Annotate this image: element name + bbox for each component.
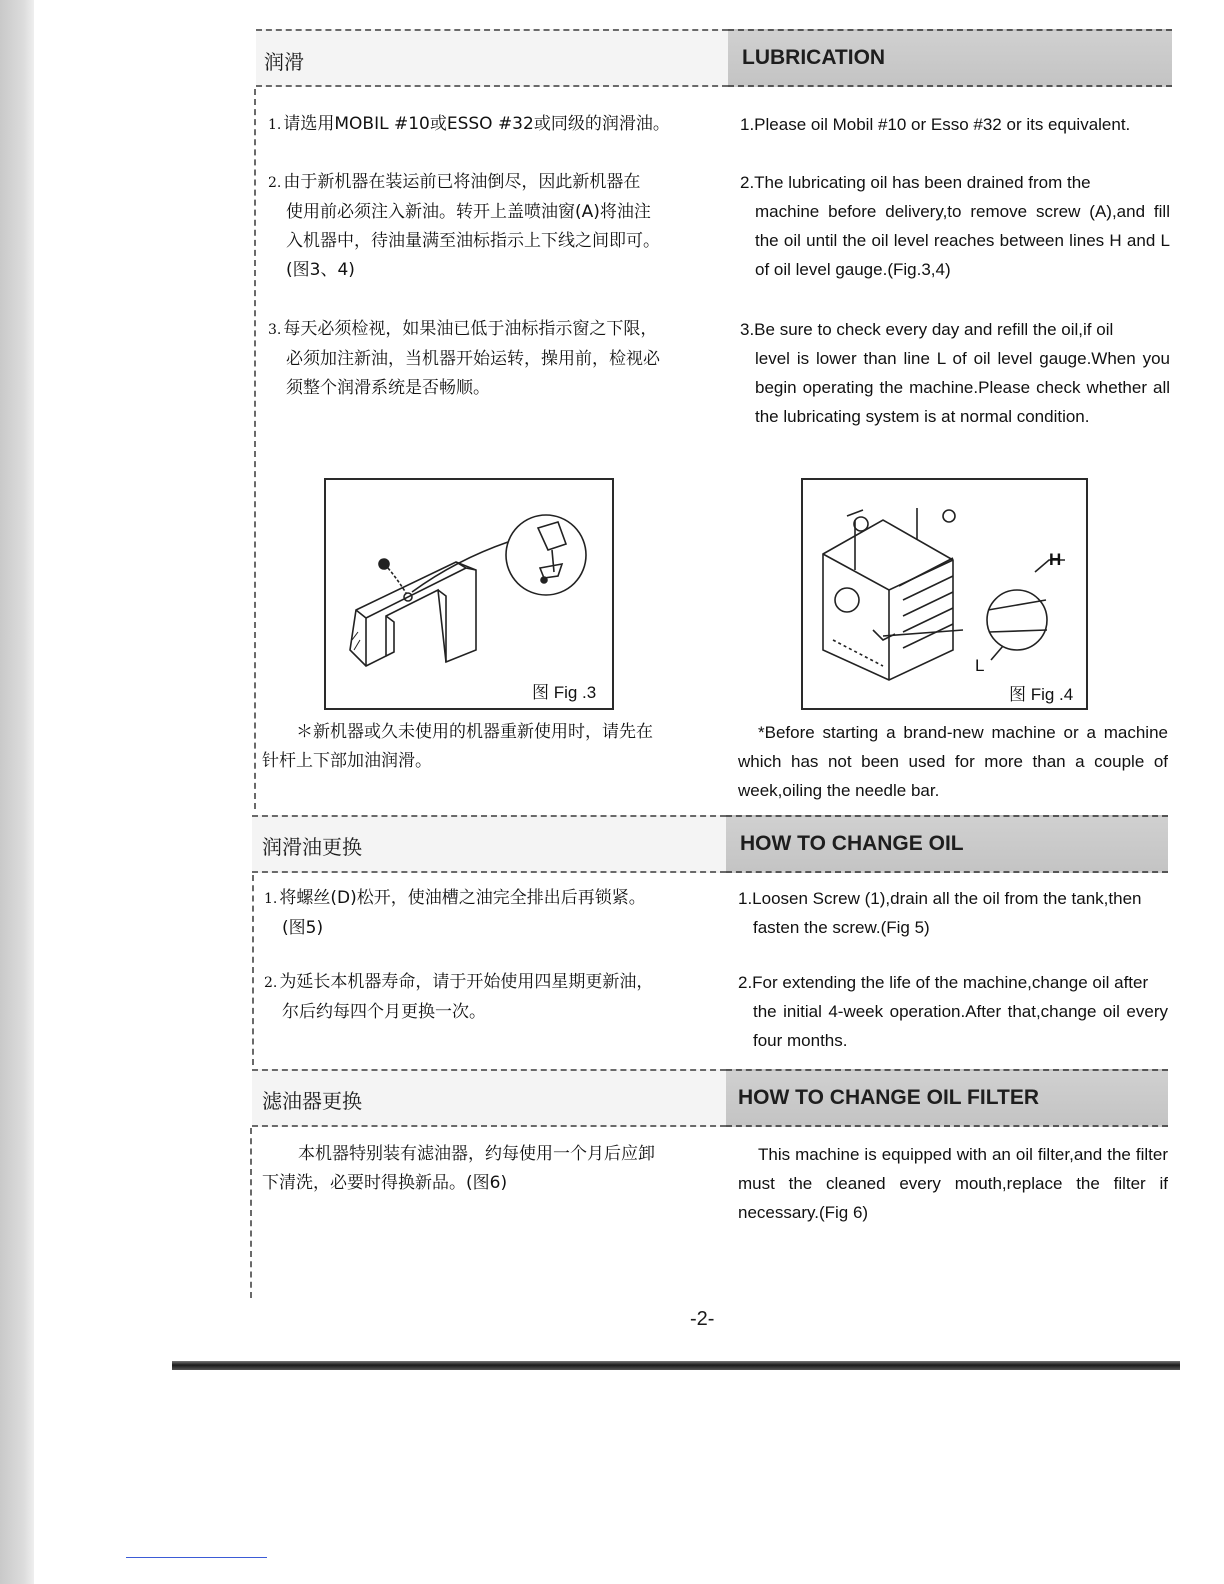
scan-shadow xyxy=(0,0,34,1584)
lubrication-title-en: LUBRICATION xyxy=(742,46,886,69)
change-filter-title-en: HOW TO CHANGE OIL FILTER xyxy=(738,1086,1039,1109)
figure-4 xyxy=(801,478,1088,710)
lubrication-cn-note: ＊新机器或久未使用的机器重新使用时，请先在 针杆上下部加油润滑。 xyxy=(262,722,653,771)
lubrication-en-item-3: 3.Be sure to check every day and refill the oil,if oil level is lower than line L of oil level gauge.When you begin operating the machine.Please check whether all the lubricating system is at normal condition. xyxy=(740,320,1170,426)
left-margin-dash-1 xyxy=(254,89,256,809)
lubrication-header-bar-cn xyxy=(256,29,728,87)
left-margin-dash-3 xyxy=(250,1128,252,1298)
change-filter-en-text: This machine is equipped with an oil filter,and the filter must the cleaned every mouth,replace the filter if necessary.(Fig 6) xyxy=(738,1145,1168,1222)
change-filter-cn-text: 本机器特别装有滤油器，约每使用一个月后应卸 下清洗，必要时得换新品。(图6) xyxy=(262,1144,655,1193)
change-oil-en-item-1: 1.Loosen Screw (1),drain all the oil from the tank,then fasten the screw.(Fig 5) xyxy=(738,889,1142,937)
fig4-label-h: H xyxy=(1049,550,1062,569)
fig4-label-l: L xyxy=(975,656,985,675)
change-oil-en-item-2: 2.For extending the life of the machine,change oil after the initial 4-week operation.After that,change oil every four months. xyxy=(738,973,1168,1050)
fig4-caption: 图 Fig .4 xyxy=(1009,685,1074,704)
change-oil-title-en: HOW TO CHANGE OIL xyxy=(740,832,964,855)
bottom-link-underline xyxy=(126,1557,267,1558)
fig3-caption: 图 Fig .3 xyxy=(532,683,597,702)
change-oil-title-cn: 润滑油更换 xyxy=(262,835,362,859)
page-number: -2- xyxy=(690,1308,715,1330)
lubrication-cn-item-1: 1. 请选用MOBIL #10或ESSO #32或同级的润滑油。 xyxy=(268,114,670,134)
lubrication-en-note: *Before starting a brand-new machine or a machine which has not been used for more than a couple of week,oiling the needle bar. xyxy=(738,723,1168,800)
lubrication-cn-item-3: 3. 每天必须检视，如果油已低于油标指示窗之下限， 必须加注新油，当机器开始运转，操用前，检视必 须整个润滑系统是否畅顺。 xyxy=(268,319,660,398)
change-filter-title-cn: 滤油器更换 xyxy=(262,1089,362,1113)
lubrication-cn-item-2: 2. 由于新机器在装运前已将油倒尽，因此新机器在 使用前必须注入新油。转开上盖喷油窗(A)将油注 入机器中，待油量满至油标指示上下线之间即可。 (图3、4) xyxy=(268,172,660,280)
fig3-machine-illustration xyxy=(326,480,612,708)
fig4-oil-gauge-illustration xyxy=(803,480,1086,708)
bottom-rule xyxy=(172,1361,1180,1370)
lubrication-title-cn: 润滑 xyxy=(264,50,304,74)
change-oil-cn-item-1: 1. 将螺丝(D)松开，使油槽之油完全排出后再锁紧。 (图5) xyxy=(264,888,646,938)
lubrication-en-item-1: 1.Please oil Mobil #10 or Esso #32 or its equivalent. xyxy=(740,115,1131,134)
left-margin-dash-2 xyxy=(252,875,254,1065)
lubrication-en-item-2: 2.The lubricating oil has been drained from the machine before delivery,to remove screw (A),and fill the oil until the oil level reaches between lines H and L of oil level gauge.(Fig.3,4) xyxy=(740,173,1170,279)
figure-3 xyxy=(324,478,614,710)
change-oil-cn-item-2: 2. 为延长本机器寿命，请于开始使用四星期更新油， 尔后约每四个月更换一次。 xyxy=(264,972,654,1022)
